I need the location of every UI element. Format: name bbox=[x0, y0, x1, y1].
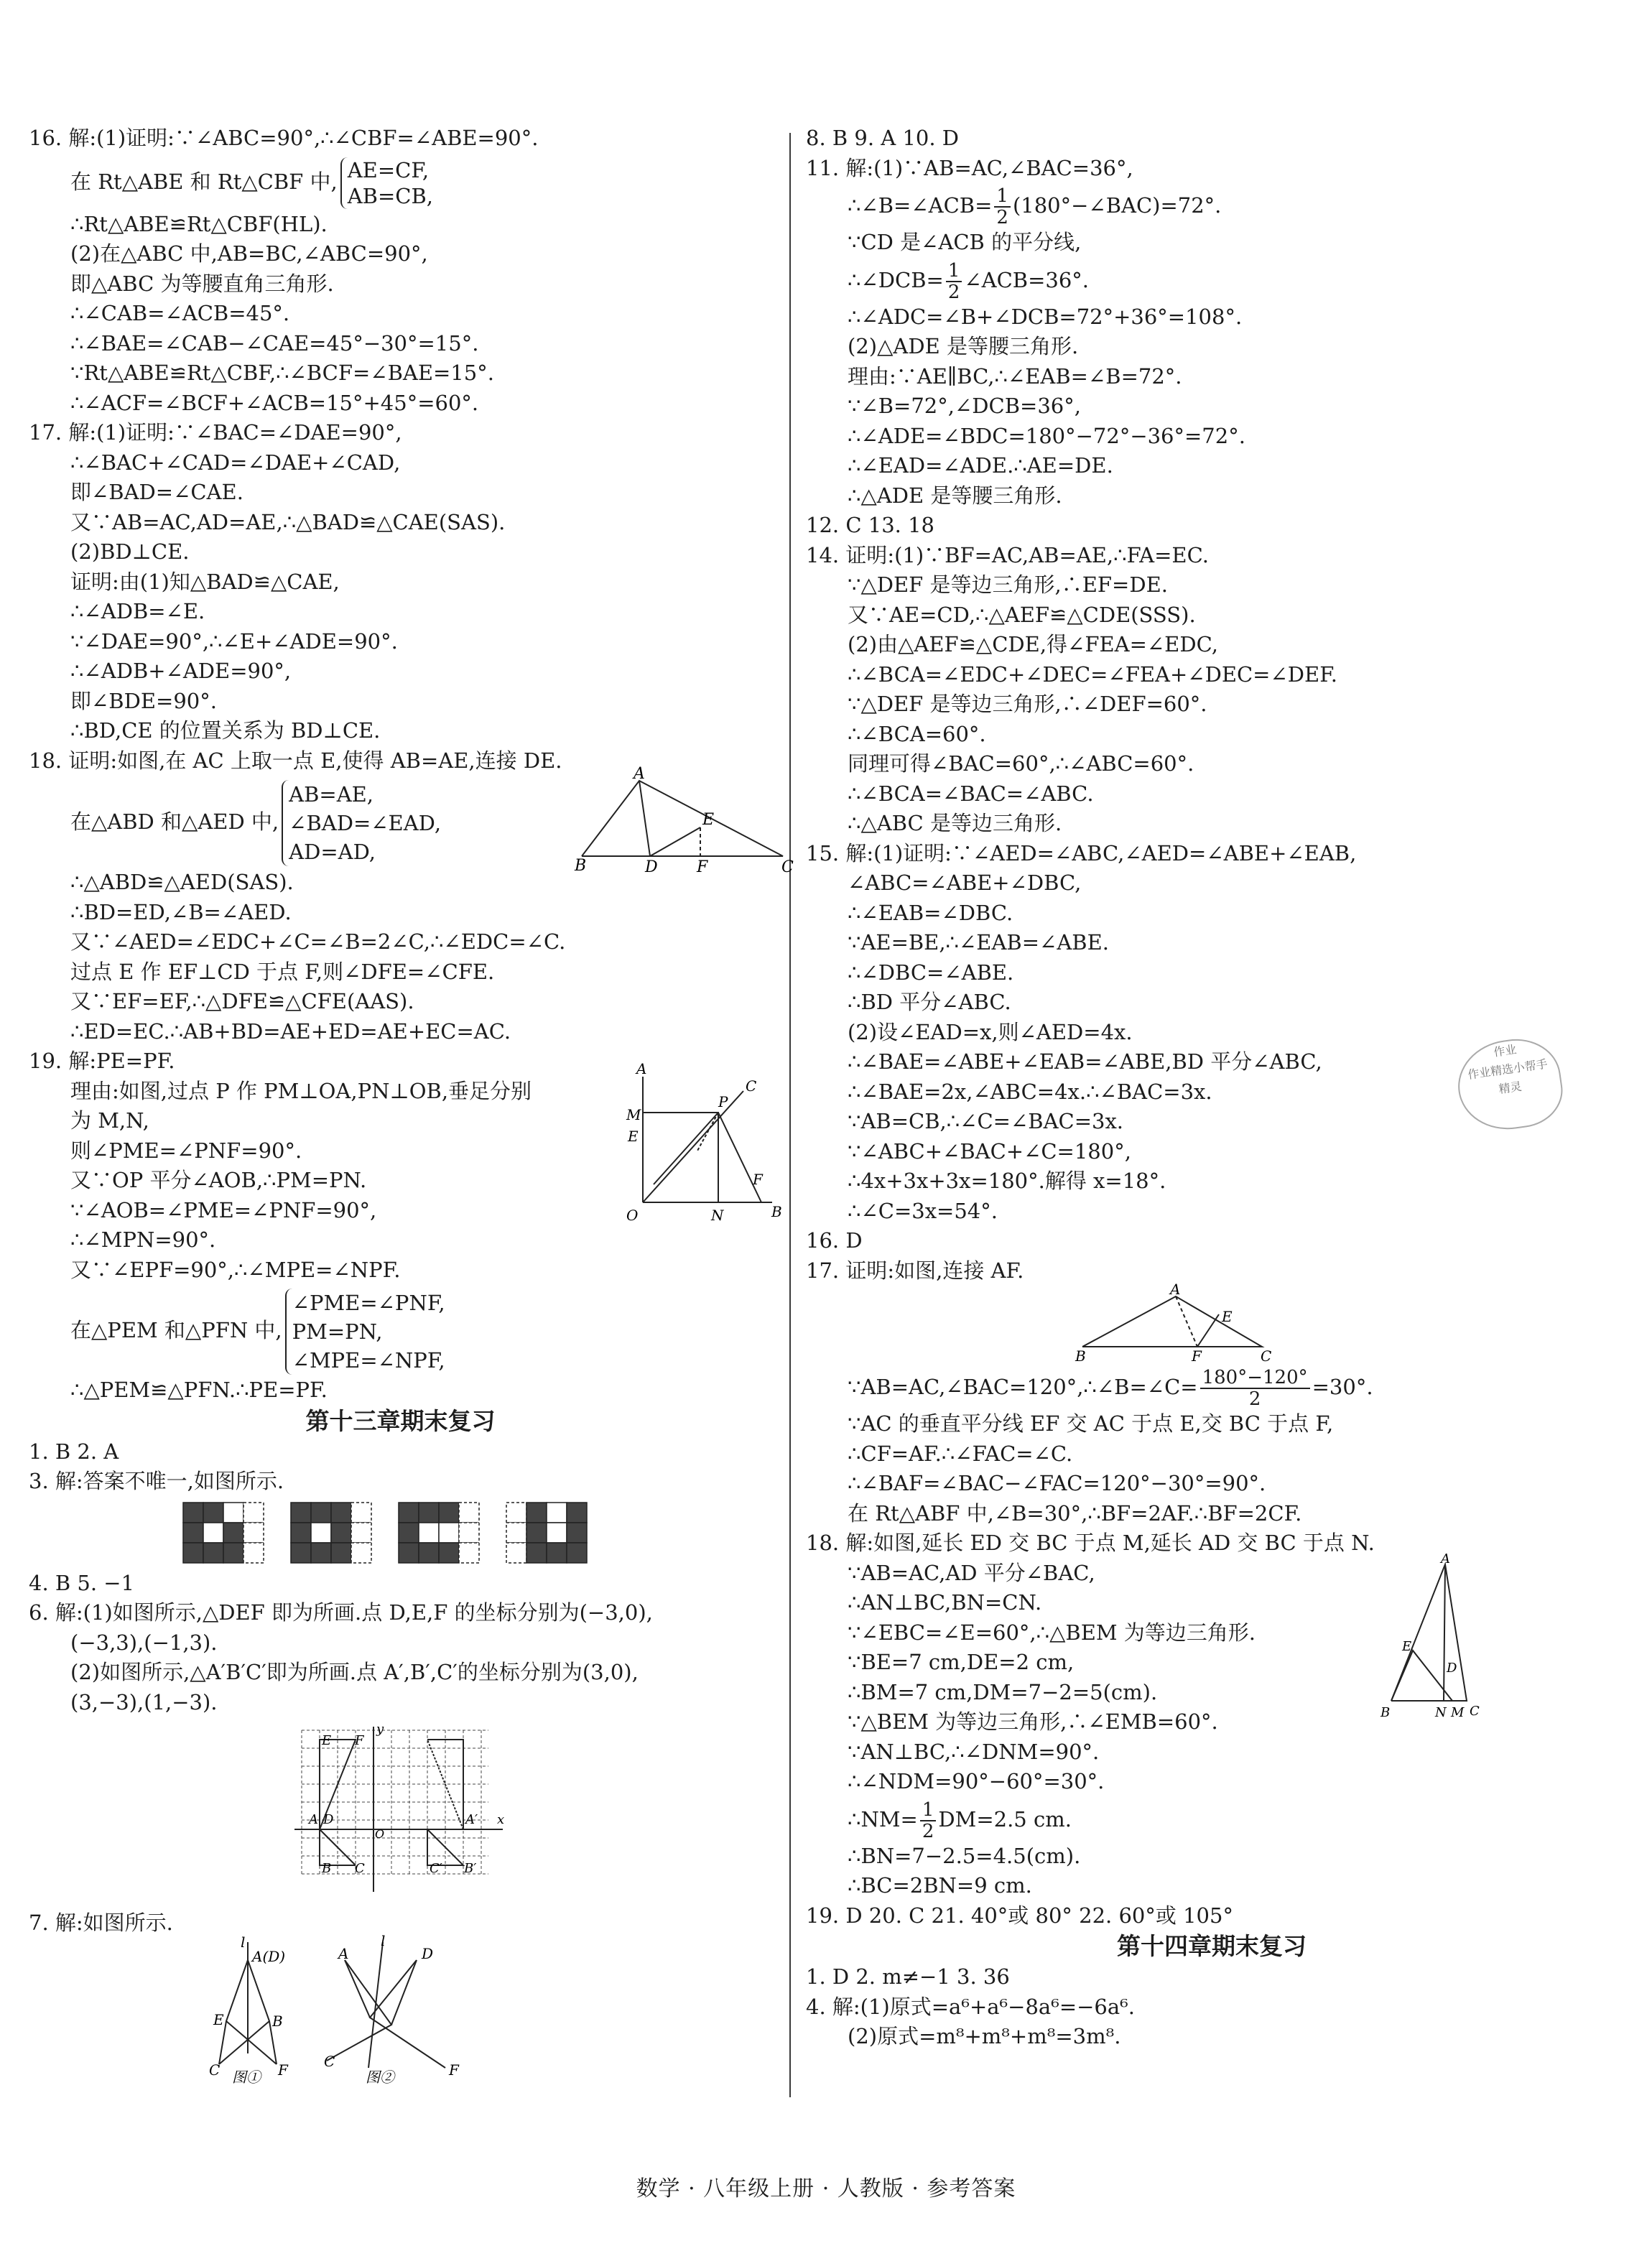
q16-line-4: (2)在△ABC 中,AB=BC,∠ABC=90°, bbox=[70, 241, 428, 266]
svg-text:B: B bbox=[575, 857, 587, 875]
q11-line-3: ∵CD 是∠ACB 的平分线, bbox=[848, 230, 1082, 254]
svg-text:C: C bbox=[209, 2061, 221, 2079]
r-q18-line-7: ∵△BEM 为等边三角形,∴∠EMB=60°. bbox=[848, 1709, 1218, 1734]
q11-line-4 bbox=[806, 258, 1618, 302]
q14-line-6: ∵△DEF 是等边三角形,∴∠DEF=60°. bbox=[848, 692, 1207, 716]
ch13-a12: 1. B 2. A bbox=[29, 1439, 119, 1464]
svg-text:x: x bbox=[497, 1812, 505, 1827]
q18-line-5: 又∵EF=EF,∴△DFE≌△CFE(AAS). bbox=[70, 989, 414, 1013]
q18-frac-post: DM=2.5 cm. bbox=[938, 1806, 1072, 1832]
svg-text:F: F bbox=[278, 2061, 288, 2079]
q17-line-8: ∵∠DAE=90°,∴∠E+∠ADE=90°. bbox=[70, 628, 398, 654]
q17-fraction bbox=[1200, 1368, 1310, 1409]
stamp-line-1: 作业 bbox=[1493, 1042, 1518, 1059]
q19-line-5: 又∵OP 平分∠AOB,∴PM=PN. bbox=[70, 1168, 367, 1192]
q16-sys-1: AE=CF, bbox=[347, 157, 430, 182]
q15-line-13: ∴∠C=3x=54°. bbox=[848, 1198, 998, 1223]
ch13-a45: 4. B 5. −1 bbox=[29, 1570, 135, 1595]
q11-line-2-post: (180°−∠BAC)=72°. bbox=[1012, 193, 1222, 218]
svg-text:B: B bbox=[1380, 1705, 1391, 1720]
q16-line-6: ∴∠CAB=∠ACB=45°. bbox=[70, 301, 290, 325]
svg-text:E: E bbox=[628, 1128, 639, 1145]
q17-line-2 bbox=[806, 1365, 1618, 1409]
q17-line-9: ∴∠ADB+∠ADE=90°, bbox=[70, 659, 292, 683]
q18-line-1: ∴△ABD≌△AED(SAS). bbox=[70, 870, 294, 894]
svg-text:A: A bbox=[1170, 1281, 1181, 1298]
q11-line-1: 11. 解:(1)∵AB=AC,∠BAC=36°, bbox=[806, 155, 1133, 180]
q15-line-9: ∴∠BAE=2x,∠ABC=4x.∴∠BAC=3x. bbox=[848, 1079, 1212, 1104]
q17-frac-num: 180°−120° bbox=[1200, 1368, 1310, 1389]
q19-line-1: 19. 解:PE=PF. bbox=[29, 1049, 175, 1073]
q19-sys-1: ∠PME=∠PNF, bbox=[292, 1291, 445, 1315]
q15-line-12: ∴4x+3x+3x=180°.解得 x=18°. bbox=[848, 1169, 1166, 1193]
svg-text:D: D bbox=[323, 1812, 334, 1827]
svg-text:E: E bbox=[213, 2010, 224, 2028]
svg-text:C: C bbox=[355, 1861, 365, 1876]
r-a1213: 12. C 13. 18 bbox=[806, 513, 934, 537]
svg-text:A′: A′ bbox=[465, 1812, 478, 1827]
q18-triangle-figure bbox=[575, 765, 794, 878]
svg-text:F: F bbox=[449, 2061, 459, 2079]
q11-line-2 bbox=[806, 183, 1618, 228]
section-title-ch14: 第十四章期末复习 bbox=[1117, 1932, 1307, 1960]
q14-line-3: 又∵AE=CD,∴△AEF≌△CDE(SSS). bbox=[848, 602, 1196, 627]
q18-sys-1: AB=AE, bbox=[289, 782, 374, 807]
svg-text:B′: B′ bbox=[464, 1861, 477, 1876]
q18-line-2: ∴BD=ED,∠B=∠AED. bbox=[70, 899, 292, 924]
q11-line-6: (2)△ADE 是等腰三角形. bbox=[848, 334, 1079, 358]
q18-half-num: 1 bbox=[920, 1800, 937, 1821]
q14-line-1: 14. 证明:(1)∵BF=AC,AB=AE,∴FA=EC. bbox=[806, 542, 1209, 567]
q17-line-2-pre: ∵AB=AC,∠BAC=120°,∴∠B=∠C= bbox=[848, 1375, 1198, 1399]
q16-intro: 在 Rt△ABE 和 Rt△CBF 中, bbox=[70, 169, 338, 194]
q17-line-5: (2)BD⊥CE. bbox=[70, 539, 190, 564]
half-fraction bbox=[994, 186, 1011, 228]
q16-system bbox=[340, 157, 433, 209]
q11-line-11: ∴△ADE 是等腰三角形. bbox=[848, 483, 1062, 508]
svg-text:F: F bbox=[697, 858, 708, 876]
q18-isosceles-figure bbox=[1380, 1551, 1481, 1722]
q15-line-11: ∵∠ABC+∠BAC+∠C=180°, bbox=[848, 1138, 1131, 1164]
q17-line-7: ∴∠ADB=∠E. bbox=[70, 599, 205, 623]
q19-block bbox=[29, 1046, 782, 1285]
q18-line-6: ∴ED=EC.∴AB+BD=AE+ED=AE+EC=AC. bbox=[70, 1018, 511, 1044]
q17-line-4: 又∵AB=AC,AD=AE,∴△BAD≌△CAE(SAS). bbox=[70, 509, 506, 534]
svg-text:M: M bbox=[1451, 1705, 1465, 1720]
ch13-a3: 3. 解:答案不唯一,如图所示. bbox=[29, 1469, 284, 1493]
q17-line-3: 即∠BAD=∠CAE. bbox=[70, 480, 243, 504]
ch13-a6-line-2: (−3,3),(−1,3). bbox=[70, 1630, 218, 1655]
svg-text:F: F bbox=[1192, 1347, 1202, 1365]
r-a16: 16. D bbox=[806, 1228, 863, 1253]
svg-text:M: M bbox=[626, 1106, 641, 1123]
q15-line-4: ∵AE=BE,∴∠EAB=∠ABE. bbox=[848, 930, 1109, 955]
column-divider bbox=[789, 133, 791, 2097]
ch14-a123: 1. D 2. m≠−1 3. 36 bbox=[806, 1964, 1010, 1989]
r-q18-line-4: ∵∠EBC=∠E=60°,∴△BEM 为等边三角形. bbox=[848, 1620, 1256, 1645]
svg-text:C: C bbox=[1470, 1704, 1480, 1719]
svg-text:C: C bbox=[1261, 1347, 1272, 1365]
svg-text:l: l bbox=[381, 1931, 386, 1949]
q17-line-3: ∵AC 的垂直平分线 EF 交 AC 于点 E,交 BC 于点 F, bbox=[848, 1411, 1334, 1436]
r-q18-line-10 bbox=[806, 1797, 1618, 1842]
q19-sys-2: PM=PN, bbox=[292, 1319, 383, 1344]
svg-text:E: E bbox=[702, 811, 715, 829]
q19-line-6: ∵∠AOB=∠PME=∠PNF=90°, bbox=[70, 1197, 377, 1222]
q16-line-1: 16. 解:(1)证明:∵∠ABC=90°,∴∠CBF=∠ABE=90°. bbox=[29, 126, 539, 150]
r-q18-line-9: ∴∠NDM=90°−60°=30°. bbox=[848, 1769, 1105, 1793]
svg-text:B: B bbox=[272, 2012, 283, 2030]
ch14-a4-line-2: (2)原式=m⁸+m⁸+m⁸=3m⁸. bbox=[848, 2024, 1121, 2048]
r-q18-line-5: ∵BE=7 cm,DE=2 cm, bbox=[848, 1650, 1075, 1674]
q18-head: 18. 证明:如图,在 AC 上取一点 E,使得 AB=AE,连接 DE. bbox=[29, 748, 562, 773]
svg-text:E: E bbox=[1222, 1308, 1233, 1325]
q11-line-8: ∵∠B=72°,∠DCB=36°, bbox=[848, 394, 1081, 418]
q17-line-11: ∴BD,CE 的位置关系为 BD⊥CE. bbox=[70, 718, 381, 743]
svg-text:F: F bbox=[355, 1733, 364, 1748]
page-footer: 数学 · 八年级上册 · 人教版 · 参考答案 bbox=[636, 2176, 1016, 2201]
r-a19: 19. D 20. C 21. 40°或 80° 22. 60°或 105° bbox=[806, 1903, 1233, 1928]
svg-text:O: O bbox=[626, 1207, 639, 1224]
svg-text:N: N bbox=[1435, 1705, 1447, 1720]
r-q18-line-12: ∴BC=2BN=9 cm. bbox=[848, 1873, 1032, 1898]
svg-text:D: D bbox=[422, 1944, 434, 1962]
ch13-a6-line-1: 6. 解:(1)如图所示,△DEF 即为所画.点 D,E,F 的坐标分别为(−3,0), bbox=[29, 1600, 653, 1625]
svg-text:B: B bbox=[771, 1203, 782, 1220]
q16-line-7: ∴∠BAE=∠CAB−∠CAE=45°−30°=15°. bbox=[70, 330, 479, 356]
q19-sys-3: ∠MPE=∠NPF, bbox=[292, 1348, 445, 1373]
stamp-line-3: 精灵 bbox=[1498, 1079, 1523, 1097]
q17-triangle-figure bbox=[1075, 1281, 1291, 1365]
q19-line-3: 为 M,N, bbox=[70, 1108, 149, 1133]
q19-system bbox=[285, 1289, 445, 1375]
q16-line-9: ∴∠ACF=∠BCF+∠ACB=15°+45°=60°. bbox=[70, 390, 479, 415]
q17-line-6: 在 Rt△ABF 中,∠B=30°,∴BF=2AF.∴BF=2CF. bbox=[848, 1500, 1302, 1526]
q17-line-1: 17. 解:(1)证明:∵∠BAC=∠DAE=90°, bbox=[29, 420, 402, 445]
q17-line-2-post: =30°. bbox=[1312, 1375, 1373, 1399]
q19-intro: 在△PEM 和△PFN 中, bbox=[70, 1318, 282, 1342]
q16-line-3: ∴Rt△ABE≌Rt△CBF(HL). bbox=[70, 211, 328, 236]
q15-line-2: ∠ABC=∠ABE+∠DBC, bbox=[848, 871, 1082, 895]
q15-line-10: ∵AB=CB,∴∠C=∠BAC=3x. bbox=[848, 1109, 1124, 1133]
q15-line-7: (2)设∠EAD=x,则∠AED=4x. bbox=[848, 1019, 1133, 1044]
q17-line-2: ∴∠BAC+∠CAD=∠DAE+∠CAD, bbox=[70, 450, 401, 475]
fig1-caption: 图① bbox=[232, 2068, 261, 2086]
r-q18-line-3: ∴AN⊥BC,BN=CN. bbox=[848, 1590, 1042, 1615]
section-title-ch13: 第十三章期末复习 bbox=[305, 1406, 496, 1435]
q15-line-1: 15. 解:(1)证明:∵∠AED=∠ABC,∠AED=∠ABE+∠EAB, bbox=[806, 840, 1357, 865]
q19-line-7: ∴∠MPN=90°. bbox=[70, 1227, 216, 1252]
q15-line-3: ∴∠EAB=∠DBC. bbox=[848, 900, 1013, 925]
left-column bbox=[29, 124, 794, 2086]
q14-line-7: ∴∠BCA=60°. bbox=[848, 721, 986, 746]
q17-line-10: 即∠BDE=90°. bbox=[70, 688, 217, 713]
ch13-q7-figures bbox=[198, 1931, 571, 2086]
q11-line-4-post: ∠ACB=36°. bbox=[964, 267, 1090, 292]
ch13-a6-line-3: (2)如图所示,△A′B′C′即为所画.点 A′,B′,C′的坐标分别为(3,0), bbox=[70, 1660, 639, 1684]
q17-line-5: ∴∠BAF=∠BAC−∠FAC=120°−30°=90°. bbox=[848, 1471, 1266, 1495]
ch14-a4-line-1: 4. 解:(1)原式=a⁶+a⁶−8a⁶=−6a⁶. bbox=[806, 1994, 1136, 2019]
q15-line-8: ∴∠BAE=∠ABE+∠EAB=∠ABE,BD 平分∠ABC, bbox=[848, 1049, 1322, 1074]
half-num-2: 1 bbox=[946, 261, 962, 282]
q16-line-5: 即△ABC 为等腰直角三角形. bbox=[70, 271, 334, 296]
svg-text:A: A bbox=[1441, 1551, 1450, 1566]
q11-line-5: ∴∠ADC=∠B+∠DCB=72°+36°=108°. bbox=[848, 304, 1243, 329]
q19-line-8: 又∵∠EPF=90°,∴∠MPE=∠NPF. bbox=[70, 1257, 401, 1282]
r-q18-line-1: 18. 解:如图,延长 ED 交 BC 于点 M,延长 AD 交 BC 于点 N. bbox=[806, 1531, 1375, 1555]
svg-text:C: C bbox=[781, 858, 794, 876]
r-q18-line-8: ∵AN⊥BC,∴∠DNM=90°. bbox=[848, 1739, 1100, 1764]
q17-line-6: 证明:由(1)知△BAD≌△CAE, bbox=[70, 569, 340, 594]
half-den: 2 bbox=[996, 207, 1008, 228]
q18-block bbox=[806, 1528, 1618, 1797]
stamp-line-2: 作业精选小帮手 bbox=[1467, 1057, 1549, 1082]
q14-line-9: ∴∠BCA=∠BAC=∠ABC. bbox=[848, 781, 1094, 806]
svg-text:B: B bbox=[322, 1861, 332, 1876]
half-den-2: 2 bbox=[947, 281, 960, 303]
q16-line-8: ∵Rt△ABE≌Rt△CBF,∴∠BCF=∠BAE=15°. bbox=[70, 361, 494, 385]
ch13-q6-coordinate-grid bbox=[294, 1723, 510, 1895]
q18-sys-2: ∠BAD=∠EAD, bbox=[289, 811, 442, 835]
svg-text:y: y bbox=[376, 1722, 384, 1737]
svg-text:A(D): A(D) bbox=[252, 1947, 286, 1965]
q18-intro: 在△ABD 和△AED 中, bbox=[70, 809, 279, 834]
ch13-q3-grid-figures bbox=[183, 1497, 571, 1569]
q18-line-3: 又∵∠AED=∠EDC+∠C=∠B=2∠C,∴∠EDC=∠C. bbox=[70, 929, 566, 954]
svg-text:E: E bbox=[1402, 1639, 1412, 1654]
q14-line-8: 同理可得∠BAC=60°,∴∠ABC=60°. bbox=[848, 751, 1194, 776]
q18-half-den: 2 bbox=[922, 1820, 934, 1842]
svg-text:E: E bbox=[322, 1733, 332, 1748]
q14-line-2: ∵△DEF 是等边三角形,∴EF=DE. bbox=[848, 572, 1168, 597]
svg-text:B: B bbox=[1075, 1347, 1086, 1365]
svg-text:A: A bbox=[636, 1060, 647, 1077]
q11-line-4-pre: ∴∠DCB= bbox=[848, 267, 944, 292]
r-q18-line-6: ∴BM=7 cm,DM=7−2=5(cm). bbox=[848, 1679, 1158, 1704]
q18-line-4: 过点 E 作 EF⊥CD 于点 F,则∠DFE=∠CFE. bbox=[70, 959, 495, 984]
fig2-caption: 图② bbox=[366, 2068, 394, 2086]
r-q18-line-11: ∴BN=7−2.5=4.5(cm). bbox=[848, 1843, 1081, 1868]
svg-text:P: P bbox=[718, 1093, 728, 1110]
q19-end: ∴△PEM≌△PFN.∴PE=PF. bbox=[70, 1378, 328, 1402]
q19-angle-figure bbox=[618, 1062, 783, 1227]
q11-line-7: 理由:∵AE∥BC,∴∠EAB=∠B=72°. bbox=[848, 363, 1182, 389]
q11-line-2-pre: ∴∠B=∠ACB= bbox=[848, 193, 993, 218]
q15-line-6: ∴BD 平分∠ABC. bbox=[848, 990, 1011, 1014]
svg-text:N: N bbox=[711, 1207, 724, 1224]
q14-line-4: (2)由△AEF≌△CDE,得∠FEA=∠EDC, bbox=[848, 632, 1218, 656]
q15-line-5: ∴∠DBC=∠ABE. bbox=[848, 960, 1014, 985]
svg-text:C′: C′ bbox=[430, 1861, 442, 1876]
q11-line-9: ∴∠ADE=∠BDC=180°−72°−36°=72°. bbox=[848, 423, 1245, 448]
svg-text:C: C bbox=[746, 1077, 757, 1095]
svg-text:O: O bbox=[375, 1827, 385, 1841]
ch13-a6-line-4: (3,−3),(1,−3). bbox=[70, 1689, 218, 1714]
svg-text:A: A bbox=[338, 1944, 349, 1962]
q18-half-fraction bbox=[920, 1800, 937, 1842]
svg-text:C: C bbox=[324, 2052, 335, 2070]
q18-system bbox=[282, 780, 441, 866]
q19-line-4: 则∠PME=∠PNF=90°. bbox=[70, 1138, 302, 1163]
svg-text:A: A bbox=[634, 765, 645, 783]
q18-frac-pre: ∴NM= bbox=[848, 1806, 918, 1832]
q14-line-10: ∴△ABC 是等边三角形. bbox=[848, 811, 1062, 835]
q11-line-10: ∴∠EAD=∠ADE.∴AE=DE. bbox=[848, 453, 1113, 478]
r-a8: 8. B 9. A 10. D bbox=[806, 126, 960, 150]
q18-sys-3: AD=AD, bbox=[289, 840, 376, 864]
q17-frac-den: 2 bbox=[1248, 1388, 1261, 1410]
q16-sys-2: AB=CB, bbox=[347, 183, 433, 208]
ch13-a7: 7. 解:如图所示. bbox=[29, 1911, 173, 1935]
q14-line-5: ∴∠BCA=∠EDC+∠DEC=∠FEA+∠DEC=∠DEF. bbox=[848, 662, 1338, 687]
svg-text:F: F bbox=[753, 1171, 763, 1188]
svg-text:l: l bbox=[241, 1933, 246, 1951]
q19-system-row bbox=[29, 1285, 772, 1375]
q18-system-row bbox=[29, 765, 794, 876]
q16-line-2 bbox=[29, 154, 772, 210]
svg-text:A: A bbox=[309, 1812, 318, 1827]
q17-line-4: ∴CF=AF.∴∠FAC=∠C. bbox=[848, 1441, 1073, 1466]
r-q18-line-2: ∵AB=AC,AD 平分∠BAC, bbox=[848, 1560, 1095, 1585]
svg-text:D: D bbox=[645, 858, 658, 876]
half-num: 1 bbox=[994, 186, 1011, 208]
q17-line-1: 17. 证明:如图,连接 AF. bbox=[806, 1258, 1024, 1283]
q19-line-2: 理由:如图,过点 P 作 PM⊥OA,PN⊥OB,垂足分别 bbox=[70, 1078, 532, 1103]
svg-text:D: D bbox=[1447, 1661, 1457, 1676]
half-fraction-2 bbox=[946, 261, 962, 302]
